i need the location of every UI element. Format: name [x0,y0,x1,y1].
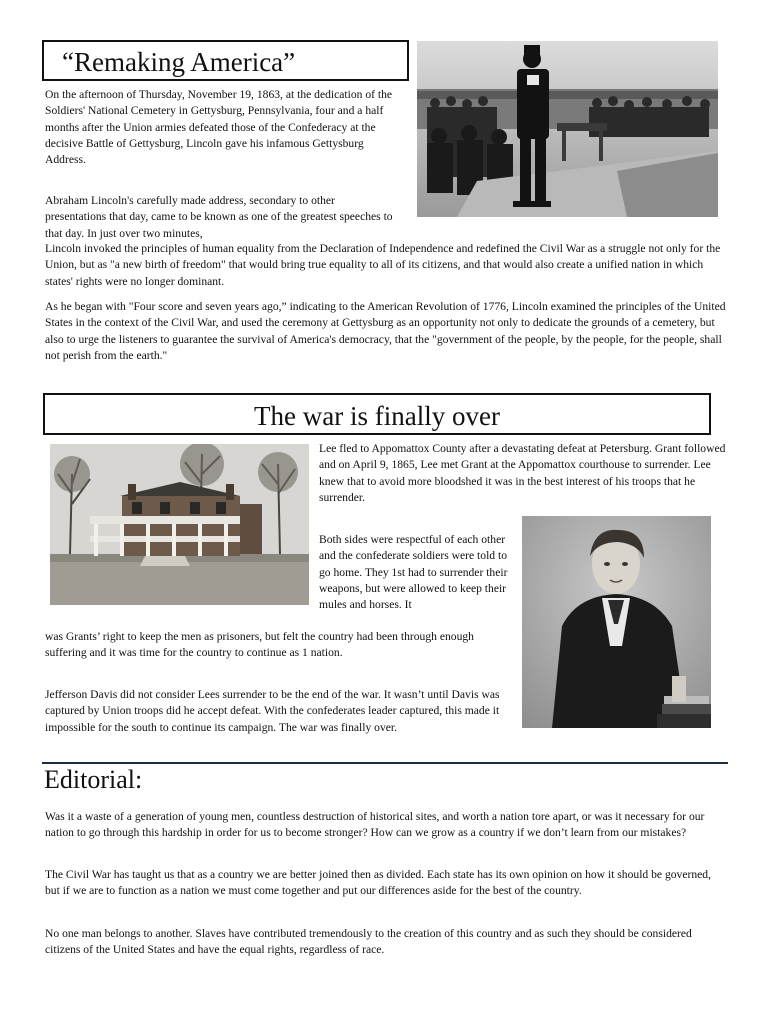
section2-paragraph-2b: was Grants’ right to keep the men as prisoners, but felt the country had been through enough suffering and it was time for the country to continue as 1 nation. [45,630,474,660]
editorial-paragraph-2: The Civil War has taught us that as a country we are better joined then as divided. Each state has its own opinion on how it should be governed, but if we are to function as a nation we must come together and put our differences aside for the best of the country. [45,868,711,898]
section2-paragraph-2a: Both sides were respectful of each other and the confederate soldiers were told to go home. They 1st had to surrender their weapons, but were allowed to keep their mules and horses. It [319,533,508,612]
section-title-war-over [43,393,711,435]
section2-paragraph-3: Jefferson Davis did not consider Lees surrender to be the end of the war. It wasn’t until Davis was captured by Union troops did he accept defeat. With the confederates leader captured, this made it impossible for the south to continue its campaign. The war was finally over. [45,688,500,734]
editorial-divider [42,762,728,764]
lincoln-gettysburg-photo [417,41,718,217]
section-title-text: The war is finally over [254,401,500,431]
editorial-paragraph-1: Was it a waste of a generation of young men, countless destruction of historical sites, and worth a nation tore apart, or was it necessary for our nation to go through this hardship in order for us to become stronger? How can we grow as a country if we don’t learn from our mistakes? [45,810,705,840]
editorial-paragraph-3: No one man belongs to another. Slaves have contributed tremendously to the creation of this country and as such they should be considered citizens of the United States and have the equal rights, regardless of race. [45,927,692,957]
photo-illustration [417,41,718,217]
photo-illustration [50,444,309,605]
jefferson-davis-portrait [522,516,711,728]
section-title-remaking-america [42,40,409,81]
section1-paragraph-2a: Abraham Lincoln's carefully made address, secondary to other presentations that day, came to be known as one of the greatest speeches to that day. In just over two minutes, [45,194,393,240]
section1-paragraph-2b: Lincoln invoked the principles of human equality from the Declaration of Independence and redefined the Civil War as a struggle not only for the Union, but as "a new birth of freedom" that would bring true equality to all of its citizens, and that would also create a unified nation in which states' rights were no longer dominant. [45,242,721,288]
section1-paragraph-1: On the afternoon of Thursday, November 19, 1863, at the dedication of the Soldiers' National Cemetery in Gettysburg, Pennsylvania, four and a half months after the Union armies defeated those of the Confederacy at the decisive Battle of Gettysburg, Lincoln gave his infamous Gettysburg Address. [45,88,393,167]
photo-illustration [522,516,711,728]
section2-paragraph-1: Lee fled to Appomattox County after a devastating defeat at Petersburg. Grant followed and on April 9, 1865, Lee met Grant at the Appomattox courthouse to surrender. Lee knew that to avoid more bloodshed it was in the best interest of his troops that he surrender. [319,442,726,504]
editorial-heading: Editorial: [44,765,143,794]
section-title-text: “Remaking America” [62,47,296,77]
appomattox-house-photo [50,444,309,605]
section1-paragraph-3: As he began with "Four score and seven years ago,” indicating to the American Revolution of 1776, Lincoln examined the principles of the United States in the context of the Civil War, and used the ceremony at Gettysburg as an opportunity not only to dedicate the grounds of a cemetery, but also to urge the listeners to guarantee the survival of America's democracy, that the "government of the people, by the people, for the people, shall not perish from the earth." [45,300,726,362]
